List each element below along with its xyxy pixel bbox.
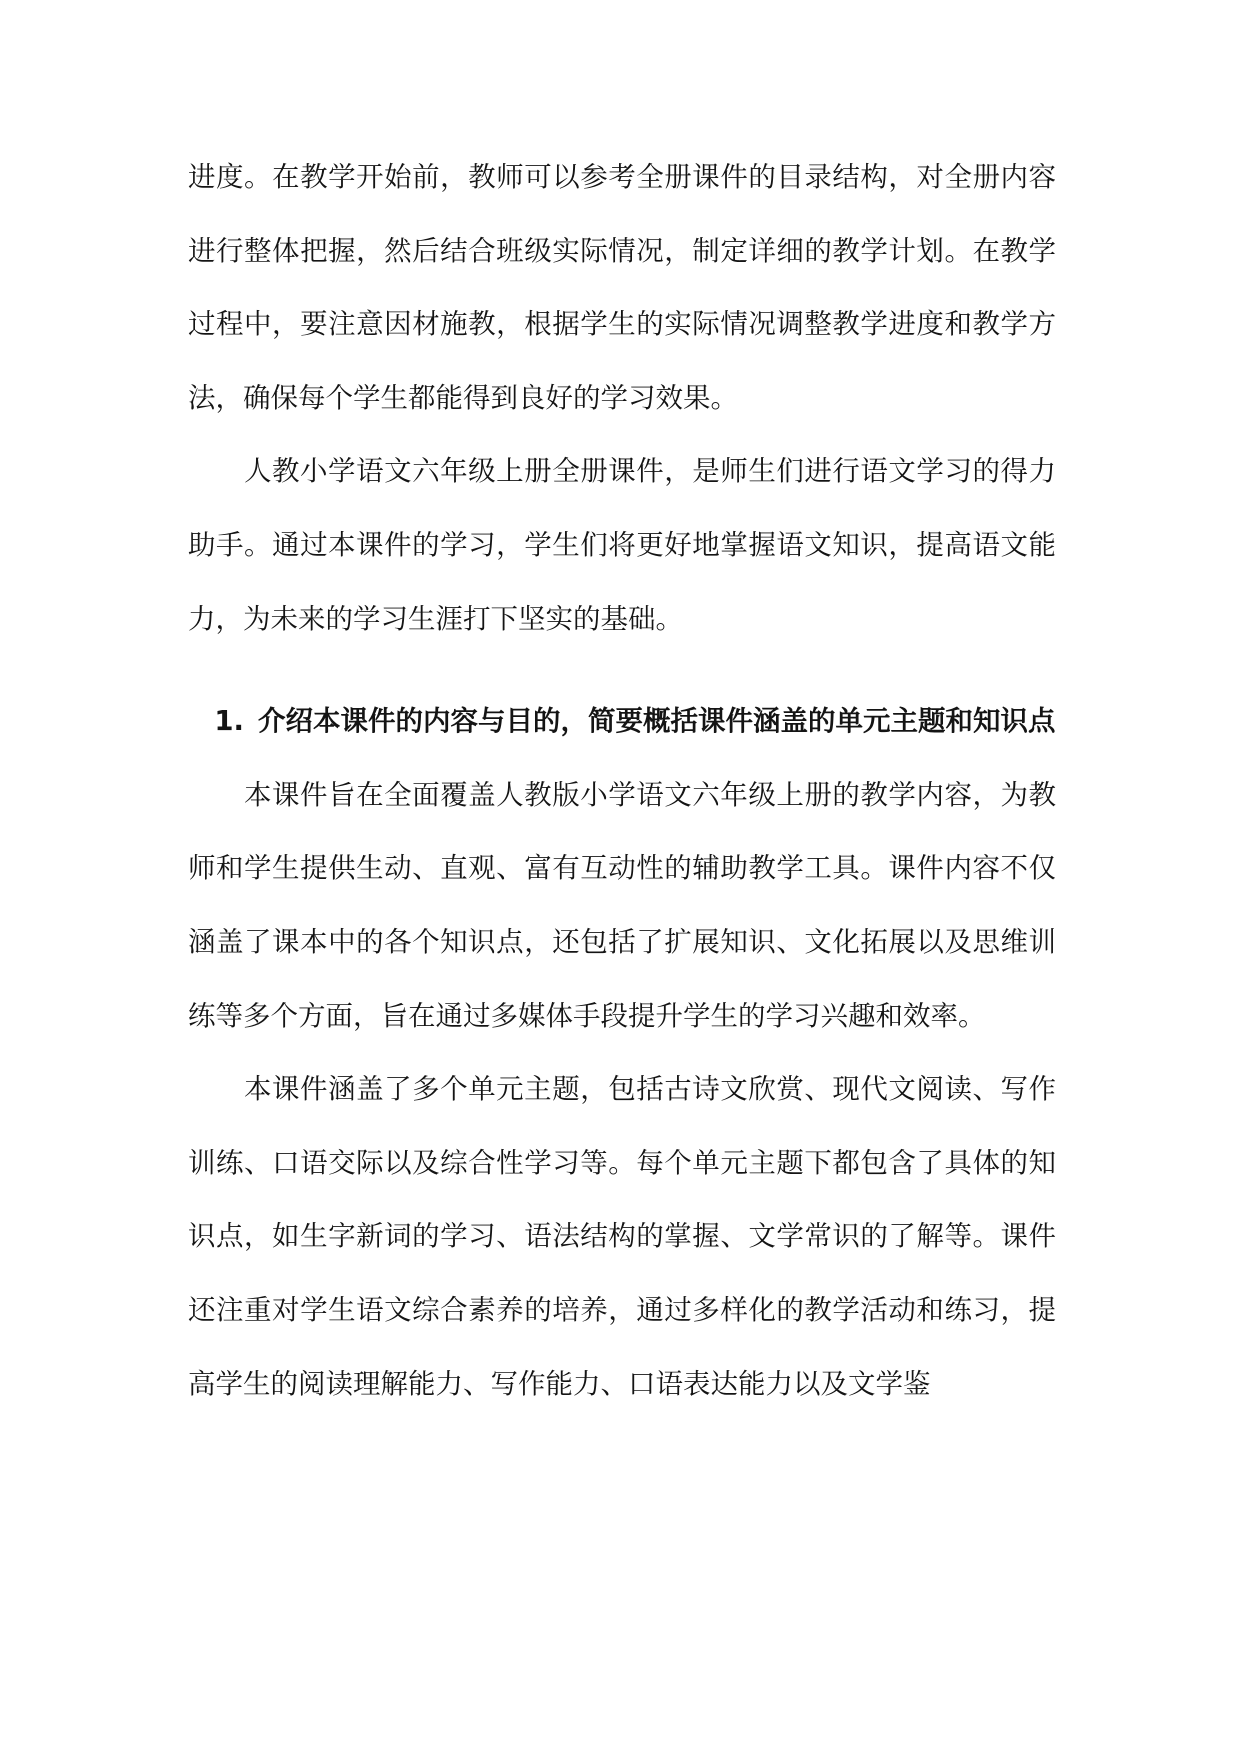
document-body: [188, 141, 1056, 1421]
section-heading-text: 介绍本课件的内容与目的，简要概括课件涵盖的单元主题和知识点: [258, 705, 1056, 738]
paragraph-content-purpose: 本课件旨在全面覆盖人教版小学语文六年级上册的教学内容，为教师和学生提供生动、直观、富有互动性的辅助教学工具。课件内容不仅涵盖了课本中的各个知识点，还包括了扩展知识、文化拓展以及思维训练等多个方面，旨在通过多媒体手段提升学生的学习兴趣和效率。: [188, 778, 1056, 1032]
paragraph-continuation: 进度。在教学开始前，教师可以参考全册课件的目录结构，对全册内容进行整体把握，然后结合班级实际情况，制定详细的教学计划。在教学过程中，要注意因材施教，根据学生的实际情况调整教学进度和教学方法，确保每个学生都能得到良好的学习效果。: [188, 161, 1056, 414]
section-number: 1.: [214, 705, 244, 738]
paragraph-summary: 人教小学语文六年级上册全册课件，是师生们进行语文学习的得力助手。通过本课件的学习，学生们将更好地掌握语文知识，提高语文能力，为未来的学习生涯打下坚实的基础。: [188, 455, 1056, 635]
section-heading: [188, 685, 1056, 759]
paragraph-unit-themes: 本课件涵盖了多个单元主题，包括古诗文欣赏、现代文阅读、写作训练、口语交际以及综合性学习等。每个单元主题下都包含了具体的知识点，如生字新词的学习、语法结构的掌握、文学常识的了解等。课件还注重对学生语文综合素养的培养，通过多样化的教学活动和练习，提高学生的阅读理解能力、写作能力、口语表达能力以及文学鉴: [188, 1073, 1056, 1400]
